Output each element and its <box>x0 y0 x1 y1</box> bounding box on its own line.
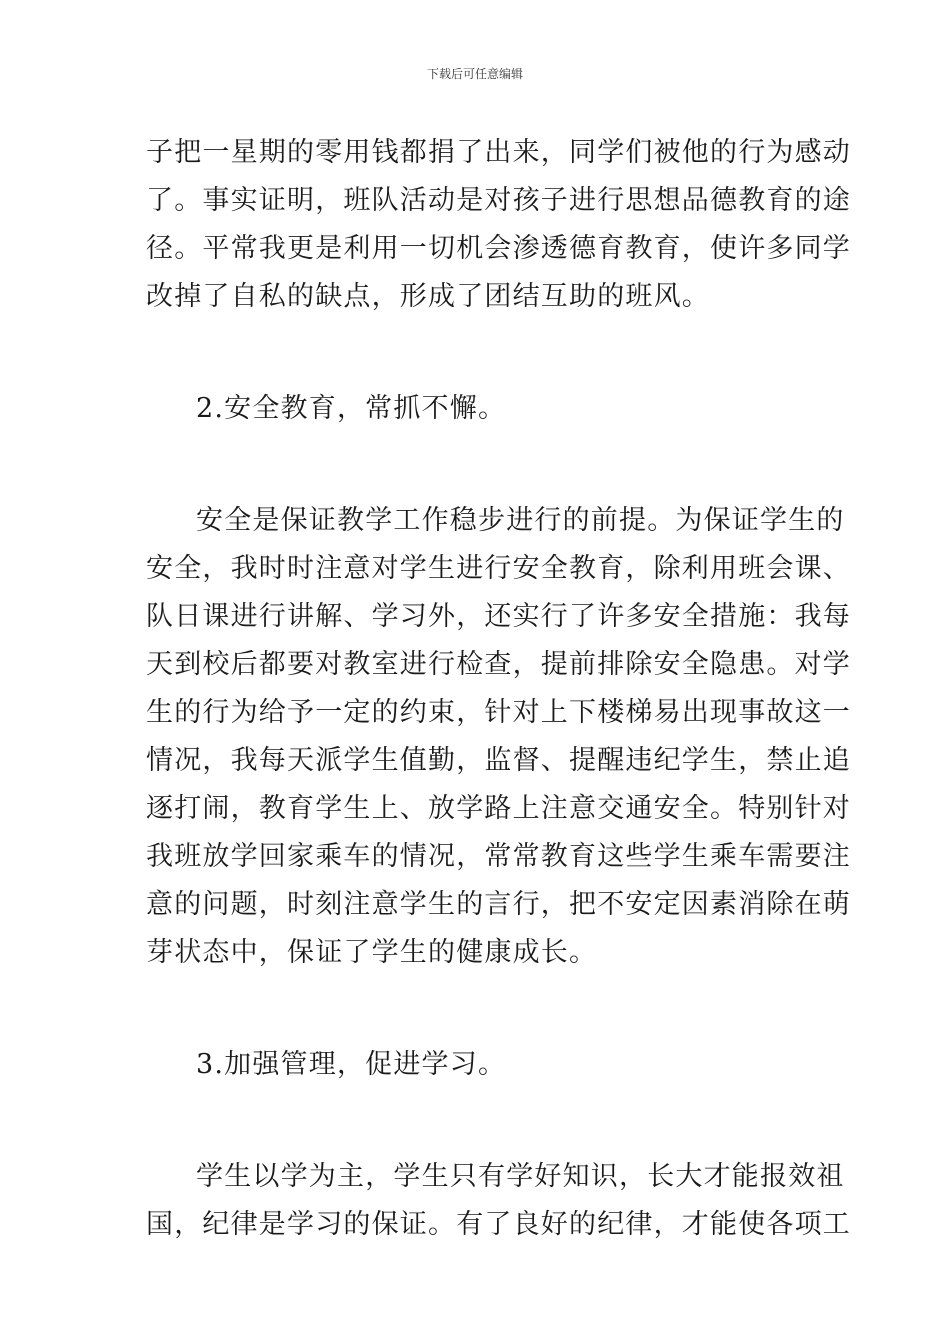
heading-line: 2.安全教育，常抓不懈。 <box>196 393 507 424</box>
text-line: 安全是保证教学工作稳步进行的前提。为保证学生的 <box>196 505 845 536</box>
paragraph-study <box>146 1153 851 1249</box>
paragraph-spacer <box>146 1089 814 1153</box>
text-line: 天到校后都要对教室进行检查，提前排除安全隐患。对学 <box>146 649 851 680</box>
text-line: 情况，我每天派学生值勤，监督、提醒违纪学生，禁止追 <box>146 745 851 776</box>
paragraph-spacer <box>146 433 814 497</box>
paragraph-spacer <box>146 321 814 385</box>
document-body <box>146 129 851 1249</box>
text-line: 学生以学为主，学生只有学好知识，长大才能报效祖 <box>196 1161 845 1192</box>
text-line: 了。事实证明，班队活动是对孩子进行思想品德教育的途 <box>146 185 851 216</box>
section-heading-2 <box>146 385 814 433</box>
paragraph-spacer <box>146 977 814 1041</box>
text-line: 径。平常我更是利用一切机会渗透德育教育，使许多同学 <box>146 233 851 264</box>
text-line: 意的问题，时刻注意学生的言行，把不安定因素消除在萌 <box>146 889 851 920</box>
text-line: 逐打闹，教育学生上、放学路上注意交通安全。特别针对 <box>146 793 851 824</box>
text-line: 我班放学回家乘车的情况，常常教育这些学生乘车需要注 <box>146 841 851 872</box>
text-line: 子把一星期的零用钱都捐了出来，同学们被他的行为感动 <box>146 137 851 168</box>
paragraph-1 <box>146 129 851 321</box>
section-heading-3 <box>146 1041 814 1089</box>
text-line: 队日课进行讲解、学习外，还实行了许多安全措施：我每 <box>146 601 851 632</box>
text-line: 安全，我时时注意对学生进行安全教育，除利用班会课、 <box>146 553 851 584</box>
paragraph-safety <box>146 497 851 977</box>
heading-line: 3.加强管理，促进学习。 <box>196 1049 507 1080</box>
text-line: 国，纪律是学习的保证。有了良好的纪律，才能使各项工 <box>146 1209 851 1240</box>
text-line: 芽状态中，保证了学生的健康成长。 <box>146 937 598 968</box>
page-header: 下载后可任意编辑 <box>426 67 523 81</box>
text-line: 改掉了自私的缺点，形成了团结互助的班风。 <box>146 281 710 312</box>
text-line: 生的行为给予一定的约束，针对上下楼梯易出现事故这一 <box>146 697 851 728</box>
